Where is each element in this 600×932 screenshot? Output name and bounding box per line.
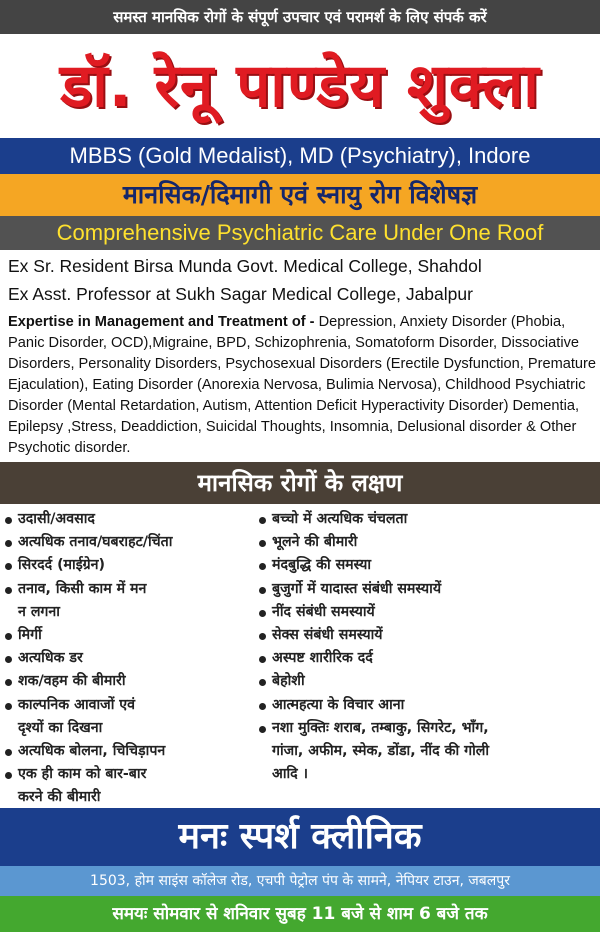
symptom-item	[258, 624, 598, 647]
symptom-item	[4, 763, 294, 786]
expertise-text: Depression, Anxiety Disorder (Phobia, Panic Disorder, OCD),Migraine, BPD, Schizophrenia, Somatoform Disorder, Dissociative Disorders, Personality Disorders, Psychosexual Disorders (Erectile Dysfunction, Premature Ejaculation), Eating Disorder (Anorexia Nervosa, Bulimia Nervosa), Childhood Psychiatric Disorder (Mental Retardation, Autism, Attention Deficit Hyperactivity Disorder) Dementia, Epilepsy ,Stress, Deaddiction, Suicidal Thoughts, Insomnia, Delusional disorder & Other Psychotic disorder.	[8, 314, 597, 456]
bullet-icon	[259, 679, 266, 686]
bullet-icon	[259, 726, 266, 733]
symptom-item	[258, 508, 598, 531]
degrees-band: MBBS (Gold Medalist), MD (Psychiatry), Indore	[0, 138, 600, 174]
specialty-band: मानसिक/दिमागी एवं स्नायु रोग विशेषज्ञ	[0, 174, 600, 216]
symptom-item	[258, 740, 598, 763]
symptom-item	[258, 717, 598, 740]
symptom-item	[4, 786, 294, 809]
symptoms-heading: मानसिक रोगों के लक्षण	[0, 462, 600, 504]
symptom-item	[4, 508, 294, 531]
symptom-text: करने की बीमारी	[18, 789, 101, 806]
symptom-text: मिर्गी	[18, 627, 42, 644]
bullet-icon	[259, 703, 266, 710]
header-tagline: समस्त मानसिक रोगों के संपूर्ण उपचार एवं परामर्श के लिए संपर्क करें	[0, 0, 600, 34]
symptom-text: नींद संबंधी समस्यायें	[272, 603, 375, 620]
clinic-timing: समयः सोमवार से शनिवार सुबह 11 बजे से शाम 6 बजे तक	[0, 896, 600, 932]
symptom-text: आत्महत्या के विचार आना	[272, 696, 405, 713]
bullet-icon	[5, 772, 12, 779]
symptom-item	[4, 740, 294, 763]
symptoms-right-column	[258, 508, 598, 786]
symptom-text: अत्यधिक तनाव/घबराहट/चिंता	[18, 534, 173, 551]
symptom-text: अस्पष्ट शारीरिक दर्द	[272, 650, 373, 667]
symptom-text: एक ही काम को बार-बार	[18, 766, 147, 783]
bullet-icon	[5, 633, 12, 640]
symptom-text: मंदबुद्धि की समस्या	[272, 557, 372, 574]
experience-line-2: Ex Asst. Professor at Sukh Sagar Medical College, Jabalpur	[8, 284, 473, 304]
symptom-text: सिरदर्द (माईग्रेन)	[18, 557, 106, 574]
bullet-icon	[259, 540, 266, 547]
symptom-item	[4, 717, 294, 740]
bullet-icon	[259, 610, 266, 617]
symptom-item	[4, 601, 294, 624]
symptom-item	[258, 694, 598, 717]
symptom-item	[258, 601, 598, 624]
symptom-item	[258, 531, 598, 554]
symptom-text: अत्यधिक डर	[18, 650, 83, 667]
bullet-icon	[5, 703, 12, 710]
bullet-icon	[259, 587, 266, 594]
symptom-text: दृश्यों का दिखना	[18, 719, 103, 736]
clinic-name: मनः स्पर्श क्लीनिक	[0, 808, 600, 866]
symptom-item	[258, 647, 598, 670]
bullet-icon	[5, 749, 12, 756]
symptom-item	[4, 578, 294, 601]
doctor-name-box	[0, 34, 600, 138]
symptom-item	[4, 531, 294, 554]
symptom-text: बेहोशी	[272, 673, 305, 690]
symptom-item	[258, 578, 598, 601]
clinic-address: 1503, होम साइंस कॉलेज रोड, एचपी पेट्रोल पंप के सामने, नेपियर टाउन, जबलपुर	[0, 866, 600, 896]
symptom-text: नशा मुक्तिः शराब, तम्बाकु, सिगरेट, भाँग,	[272, 719, 489, 736]
symptom-text: बच्चो में अत्यधिक चंचलता	[272, 511, 408, 527]
symptom-text: आदि ।	[272, 766, 309, 783]
symptom-item	[4, 647, 294, 670]
symptom-item	[258, 763, 598, 786]
symptom-item	[4, 624, 294, 647]
symptom-text: सेक्स संबंधी समस्यायें	[272, 627, 383, 644]
symptom-text: शक/वहम की बीमारी	[18, 673, 126, 690]
symptoms-left-column	[4, 508, 294, 810]
bullet-icon	[5, 563, 12, 570]
expertise-lead: Expertise in Management and Treatment of -	[8, 314, 315, 330]
symptom-text: अत्यधिक बोलना, चिचिड़ापन	[18, 743, 166, 760]
symptom-item	[4, 554, 294, 577]
symptom-item	[258, 670, 598, 693]
symptom-item	[4, 694, 294, 717]
bullet-icon	[259, 517, 266, 524]
symptom-text: बुजुर्गो में यादास्त संबंधी समस्यायें	[272, 580, 442, 597]
bullet-icon	[5, 517, 12, 524]
bullet-icon	[5, 587, 12, 594]
slogan-band: Comprehensive Psychiatric Care Under One Roof	[0, 216, 600, 250]
symptom-text: गांजा, अफीम, स्मेक, डोंडा, नींद की गोली	[272, 743, 490, 760]
experience-line-1: Ex Sr. Resident Birsa Munda Govt. Medical College, Shahdol	[8, 256, 482, 276]
symptom-item	[258, 554, 598, 577]
bullet-icon	[5, 540, 12, 547]
bullet-icon	[259, 563, 266, 570]
expertise-paragraph	[8, 312, 596, 459]
doctor-name: डॉ. रेनू पाण्डेय शुक्ला	[60, 51, 540, 121]
symptom-text: भूलने की बीमारी	[272, 534, 358, 551]
bullet-icon	[5, 656, 12, 663]
bullet-icon	[5, 679, 12, 686]
bullet-icon	[259, 633, 266, 640]
symptom-text: न लगना	[18, 603, 60, 620]
symptom-text: काल्पनिक आवाजों एवं	[18, 696, 136, 713]
symptom-item	[4, 670, 294, 693]
symptom-text: तनाव, किसी काम में मन	[18, 580, 147, 597]
bullet-icon	[259, 656, 266, 663]
symptom-text: उदासी/अवसाद	[18, 511, 95, 527]
